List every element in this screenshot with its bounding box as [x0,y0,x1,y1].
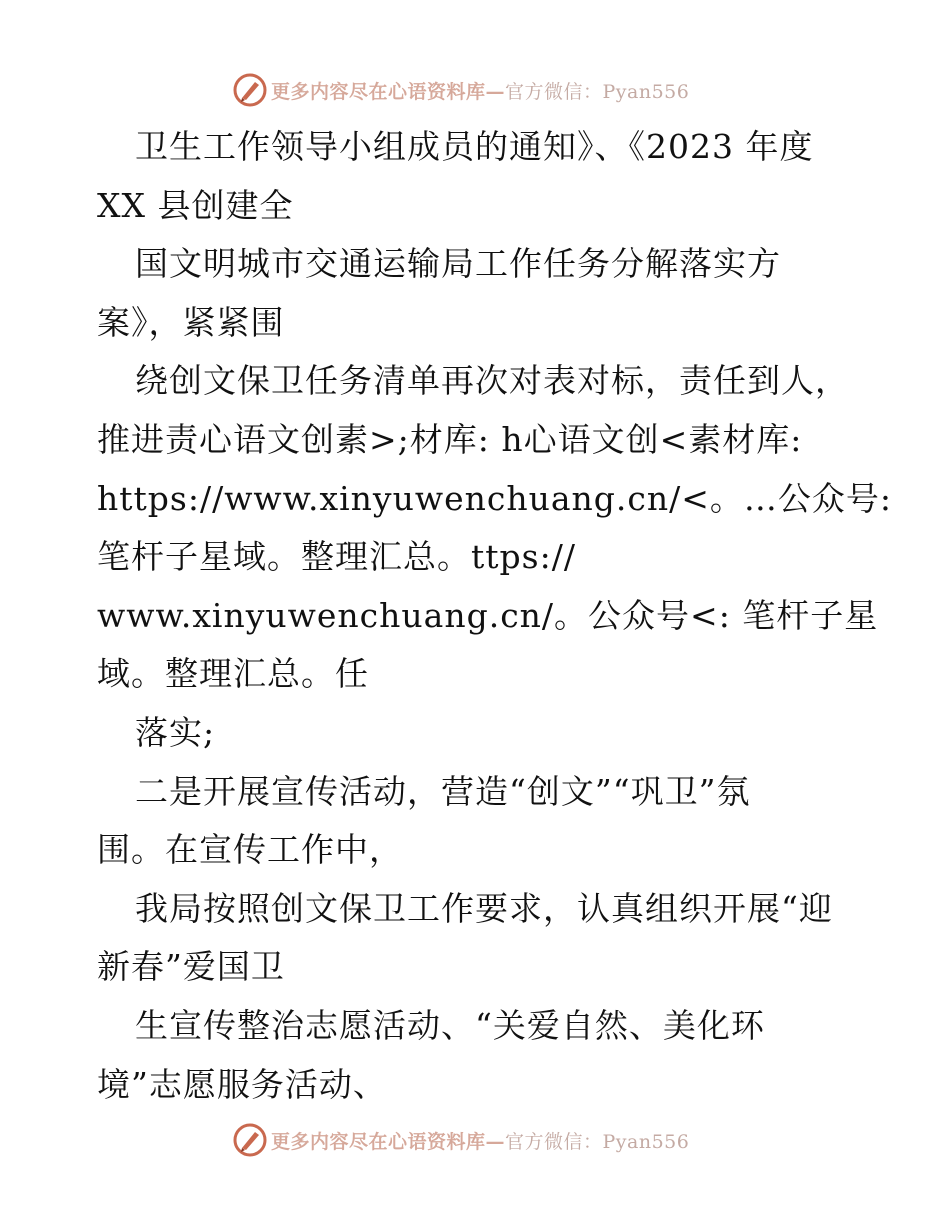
pen-logo-icon [233,1123,267,1157]
document-body [97,118,893,1114]
text-line: https://www.xinyuwenchuang.cn/<。…公众号: [97,478,893,518]
text-line: 围。在宣传工作中， [97,830,403,870]
text-line: 卫生工作领导小组成员的通知》、《2023 年度 [135,127,814,166]
text-line: 生宣传整治志愿活动、“关爱自然、美化环 [135,1005,765,1045]
header-watermark [0,70,950,110]
watermark-text: 更多内容尽在心语资料库—官方微信：Pyan556 [271,80,690,103]
text-line: 案》，紧紧围 [97,302,285,342]
text-line: 推进责心语文创素>;材库: h心语文创<素材库: [97,419,803,459]
text-line: 境”志愿服务活动、 [97,1064,387,1104]
footer-watermark [0,1120,950,1160]
text-line: 二是开展宣传活动，营造“创文”“巩卫”氛 [135,771,751,811]
text-line: 笔杆子星域。整理汇总。ttps:// [97,537,576,577]
text-line: 新春”爱国卫 [97,947,285,987]
text-line: 绕创文保卫任务清单再次对表对标，责任到人， [135,361,849,401]
text-line: www.xinyuwenchuang.cn/。公众号<: 笔杆子星 [97,595,879,635]
watermark-text: 更多内容尽在心语资料库—官方微信：Pyan556 [271,1130,690,1153]
text-line: 落实; [135,712,216,752]
text-line: XX 县创建全 [97,185,294,225]
text-line: 国文明城市交通运输局工作任务分解落实方 [135,244,781,284]
pen-logo-icon [233,73,267,107]
text-line: 我局按照创文保卫工作要求，认真组织开展“迎 [135,888,833,928]
text-line: 域。整理汇总。任 [97,654,369,694]
